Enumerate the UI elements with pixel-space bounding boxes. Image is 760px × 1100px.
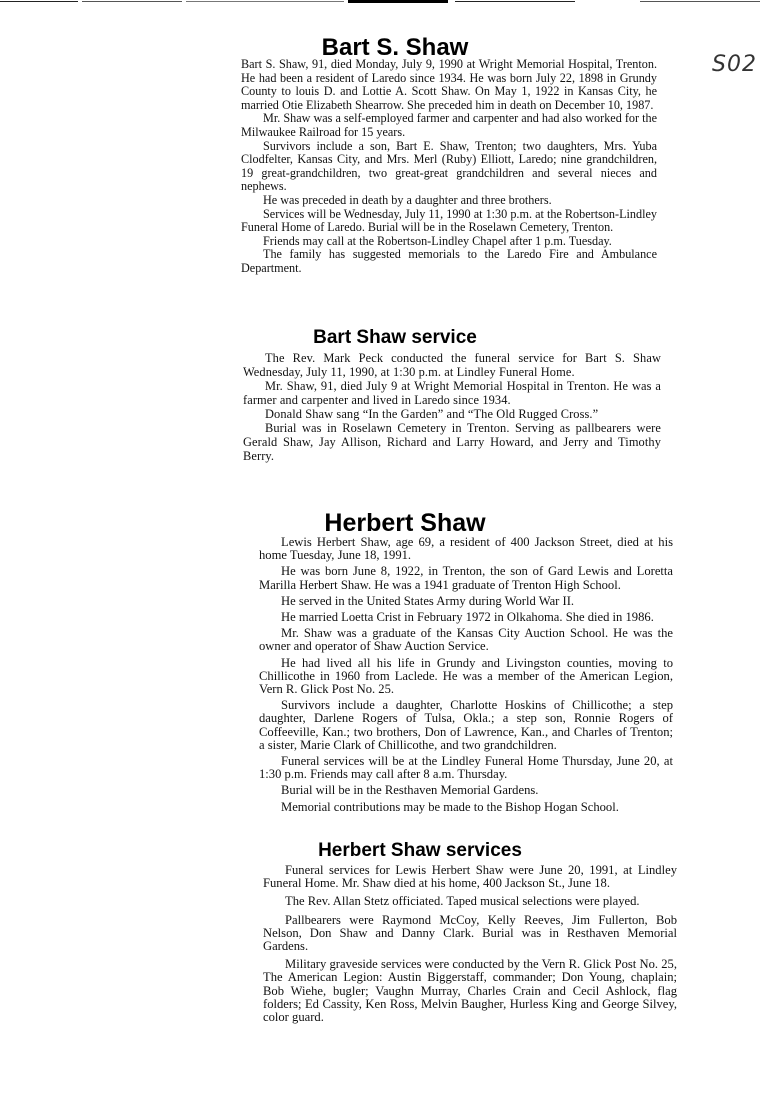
paragraph: Burial will be in the Resthaven Memorial Gardens. [281,783,539,798]
paragraph: He was born June 8, 1922, in Trenton, the son of Gard Lewis and Loretta Marilla Herbert Shaw. He was a 1941 graduate of Trenton High School. [259,564,673,592]
paragraph: Memorial contributions may be made to the Bishop Hogan School. [281,799,619,814]
paragraph: Friends may call at the Robertson-Lindley Chapel after 1 p.m. Tuesday. [263,233,612,248]
paragraph: Burial was in Roselawn Cemetery in Trenton. Serving as pallbearers were Gerald Shaw, Jay Allison, Richard and Larry Howard, and Jerry and Timothy Berry. [243,421,661,463]
headline: Bart S. Shaw [321,34,469,61]
paragraph: Mr. Shaw was a self-employed farmer and carpenter and had also worked for the Milwaukee Railroad for 15 years. [241,111,657,139]
article-bart-shaw-service [0,327,760,463]
top-rule [0,1,78,2]
paragraph: The Rev. Mark Peck conducted the funeral service for Bart S. Shaw Wednesday, July 11, 1990, at 1:30 p.m. at Lindley Funeral Home. [243,351,661,379]
paragraph: He had lived all his life in Grundy and Livingston counties, moving to Chillicothe in 1960 from Laclede. He was a member of the American Legion, Vern R. Glick Post No. 25. [259,655,673,697]
paragraph: Survivors include a son, Bart E. Shaw, Trenton; two daughters, Mrs. Yuba Clodfelter, Kansas City, and Mrs. Merl (Ruby) Elliott, Laredo; nine grandchildren, 19 great-grandchildren, two great-great grandchildren and several nieces and nephews. [241,138,657,194]
paragraph: Services will be Wednesday, July 11, 1990 at 1:30 p.m. at the Robertson-Lindley Funeral Home of Laredo. Burial will be in the Roselawn Cemetery, Trenton. [241,206,657,235]
paragraph: Bart S. Shaw, 91, died Monday, July 9, 1990 at Wright Memorial Hospital, Trenton. He had been a resident of Laredo since 1934. He was born July 22, 1898 in Grundy County to louis D. and Lottie A. Scott Shaw. On May 1, 1922 in Kansas City, he married Otie Elizabeth Shearrow. She preceded him in death on December 10, 1987. [241,57,657,112]
paragraph: Military graveside services were conducted by the Vern R. Glick Post No. 25, The American Legion: Austin Biggerstaff, commander; Don Young, chaplain; Bob Wiehe, bugler; Vaughn Murray, Charles Crain and Cecil Ashlock, flag folders; Ed Cassity, Ken Ross, Melvin Baugher, Hurless King and George Silvey, color guard. [263,957,677,1025]
article-body [241,58,657,276]
article-body [263,864,677,1029]
paragraph: Lewis Herbert Shaw, age 69, a resident of 400 Jackson Street, died at his home Tuesday, June 18, 1991. [259,535,673,563]
article-body [243,351,661,463]
article-body [259,536,673,817]
headline: Herbert Shaw services [318,840,522,861]
handwritten-page-number: S02 [712,52,757,77]
top-rule [186,1,344,2]
headline: Bart Shaw service [313,327,477,348]
paragraph: Funeral services will be at the Lindley Funeral Home Thursday, June 20, at 1:30 p.m. Friends may call after 8 a.m. Thursday. [259,754,673,782]
paragraph: Mr. Shaw, 91, died July 9 at Wright Memorial Hospital in Trenton. He was a farmer and carpenter and lived in Laredo since 1934. [243,379,661,407]
paragraph: Survivors include a daughter, Charlotte Hoskins of Chillicothe; a step daughter, Darlene Rogers of Tulsa, Okla.; a step son, Ronnie Rogers of Coffeeville, Kan.; two brothers, Don of Lawrence, Kan., and Charles of Trenton; a sister, Marie Clark of Chillicothe, and two grandchildren. [259,698,673,752]
headline: Herbert Shaw [324,509,486,537]
paragraph: Funeral services for Lewis Herbert Shaw were June 20, 1991, at Lindley Funeral Home. Mr. Shaw died at his home, 400 Jackson St., June 18. [263,863,677,891]
top-rule [82,1,182,2]
paragraph: He served in the United States Army during World War II. [281,593,575,608]
paragraph: He married Loetta Crist in February 1972 in Olkahoma. She died in 1986. [281,610,654,625]
paragraph: Donald Shaw sang “In the Garden” and “The Old Rugged Cross.” [265,407,599,421]
paragraph: Pallbearers were Raymond McCoy, Kelly Reeves, Jim Fullerton, Bob Nelson, Don Shaw and Danny Clark. Burial was in Resthaven Memorial Gardens. [263,912,677,954]
paragraph: The family has suggested memorials to the Laredo Fire and Ambulance Department. [241,247,657,275]
top-rule [640,1,760,2]
paragraph: He was preceded in death by a daughter and three brothers. [263,192,552,207]
paragraph: The Rev. Allan Stetz officiated. Taped musical selections were played. [285,894,640,909]
obituary-herbert-shaw [0,508,760,814]
article-herbert-shaw-services [0,840,760,1025]
top-rule-bold [348,0,448,3]
paragraph: Mr. Shaw was a graduate of the Kansas City Auction School. He was the owner and operator of Shaw Auction Service. [259,626,673,654]
top-rule [455,1,575,2]
